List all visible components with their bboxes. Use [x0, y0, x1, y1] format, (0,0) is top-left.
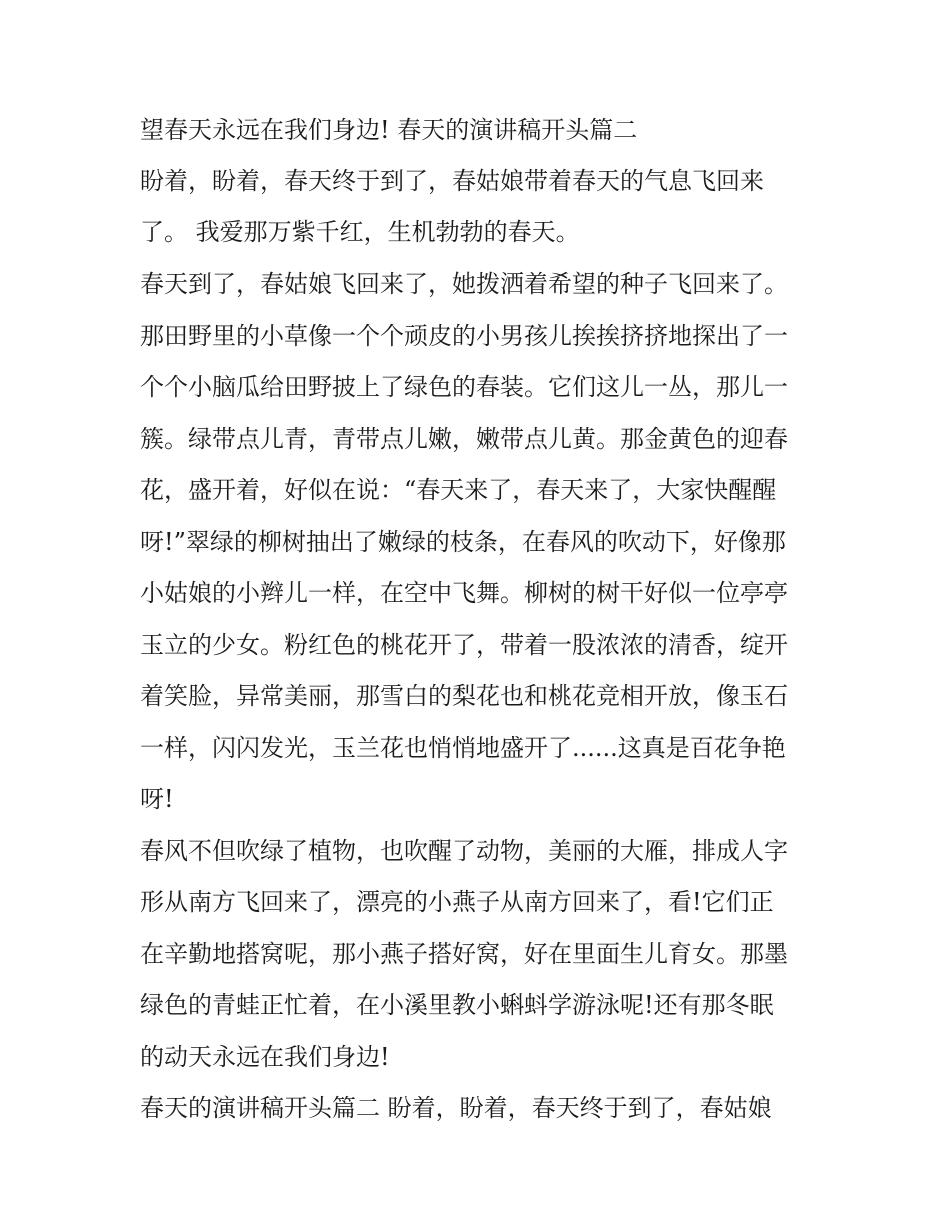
- text-line: 玉立的少女。粉红色的桃花开了，带着一股浓浓的清香，绽开: [140, 631, 788, 659]
- text-line: 春天的演讲稿开头篇二 盼着，盼着，春天终于到了，春姑娘: [140, 1094, 772, 1122]
- text-line: 小姑娘的小辫儿一样，在空中飞舞。柳树的树干好似一位亭亭: [140, 579, 788, 607]
- text-line: 呀!”翠绿的柳树抽出了嫩绿的枝条，在春风的吹动下，好像那: [140, 528, 786, 556]
- text-line: 形从南方飞回来了，漂亮的小燕子从南方回来了，看!它们正: [140, 888, 774, 916]
- text-line: 望春天永远在我们身边! 春天的演讲稿开头篇二: [140, 116, 638, 144]
- text-line: 那田野里的小草像一个个顽皮的小男孩儿挨挨挤挤地探出了一: [140, 322, 788, 350]
- text-line: 了。 我爱那万紫千红，生机勃勃的春天。: [140, 218, 580, 246]
- text-line: 在辛勤地搭窝呢，那小燕子搭好窝，好在里面生儿育女。那墨: [140, 940, 788, 968]
- text-line: 一样，闪闪发光，玉兰花也悄悄地盛开了......这真是百花争艳: [140, 734, 786, 762]
- text-line: 绿色的青蛙正忙着，在小溪里教小蝌蚪学游泳呢!还有那冬眠: [140, 991, 774, 1019]
- text-line: 花，盛开着，好似在说：“春天来了，春天来了，大家快醒醒: [140, 476, 777, 504]
- text-line: 春天到了，春姑娘飞回来了，她拨洒着希望的种子飞回来了。: [140, 270, 788, 298]
- text-line: 呀!: [140, 785, 174, 813]
- text-line: 春风不但吹绿了植物，也吹醒了动物，美丽的大雁，排成人字: [140, 837, 788, 865]
- text-line: 个个小脑瓜给田野披上了绿色的春装。它们这儿一丛，那儿一: [140, 373, 788, 401]
- text-line: 簇。绿带点儿青，青带点儿嫩，嫩带点儿黄。那金黄色的迎春: [140, 425, 788, 453]
- text-line: 的动天永远在我们身边!: [140, 1043, 390, 1071]
- text-line: 盼着，盼着，春天终于到了，春姑娘带着春天的气息飞回来: [140, 167, 764, 195]
- text-line: 着笑脸，异常美丽，那雪白的梨花也和桃花竞相开放，像玉石: [140, 682, 788, 710]
